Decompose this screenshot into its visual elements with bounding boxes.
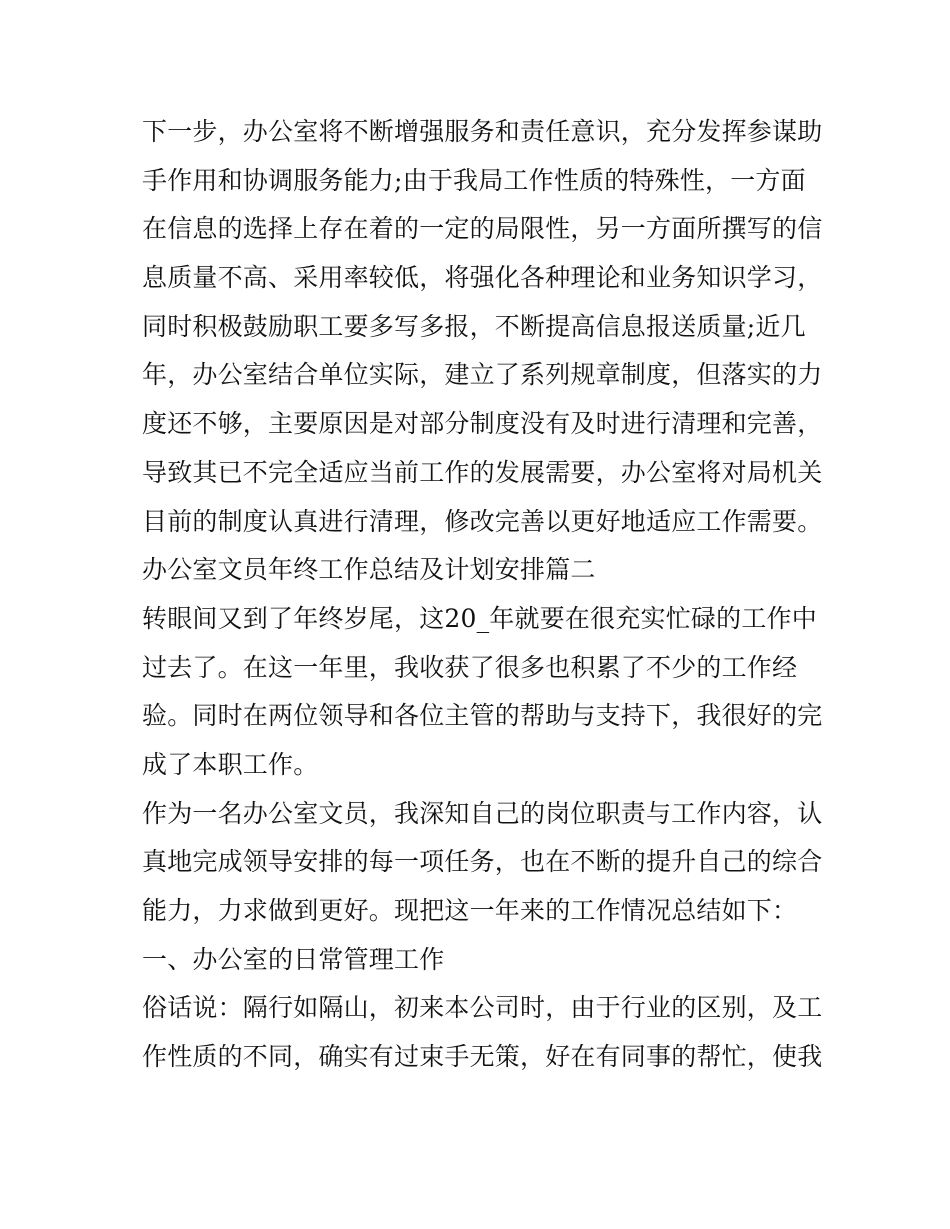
text-line: 真地完成领导安排的每一项任务，也在不断的提升自己的综合 — [142, 847, 823, 877]
text-line: 导致其已不完全适应当前工作的发展需要，办公室将对局机关 — [142, 457, 823, 487]
subsection-heading: 一、办公室的日常管理工作 — [142, 944, 445, 974]
text-line: 成了本职工作。 — [142, 749, 319, 779]
text-line: 转眼间又到了年终岁尾，这20_年就要在很充实忙碌的工作中 — [142, 603, 817, 633]
text-line: 在信息的选择上存在着的一定的局限性，另一方面所撰写的信 — [142, 214, 823, 244]
text-line: 作性质的不同，确实有过束手无策，好在有同事的帮忙，使我 — [142, 1042, 823, 1072]
text-line: 年，办公室结合单位实际，建立了系列规章制度，但落实的力 — [142, 360, 823, 390]
text-line: 验。同时在两位领导和各位主管的帮助与支持下，我很好的完 — [142, 701, 823, 731]
text-line: 过去了。在这一年里，我收获了很多也积累了不少的工作经 — [142, 652, 798, 682]
document-body — [142, 108, 822, 1082]
text-line: 俗话说：隔行如隔山，初来本公司时，由于行业的区别，及工 — [142, 993, 823, 1023]
text-line: 同时积极鼓励职工要多写多报，不断提高信息报送质量;近几 — [142, 311, 806, 341]
text-line: 能力，力求做到更好。现把这一年来的工作情况总结如下： — [142, 896, 798, 925]
text-line: 作为一名办公室文员，我深知自己的岗位职责与工作内容，认 — [142, 798, 823, 828]
section-heading: 办公室文员年终工作总结及计划安排篇二 — [142, 555, 596, 585]
text-line: 下一步，办公室将不断增强服务和责任意识，充分发挥参谋助 — [142, 117, 823, 146]
text-line: 目前的制度认真进行清理，修改完善以更好地适应工作需要。 — [142, 506, 823, 536]
text-line: 度还不够，主要原因是对部分制度没有及时进行清理和完善， — [142, 409, 823, 439]
text-line: 手作用和协调服务能力;由于我局工作性质的特殊性，一方面 — [142, 165, 806, 195]
text-line: 息质量不高、采用率较低，将强化各种理论和业务知识学习， — [142, 263, 823, 293]
